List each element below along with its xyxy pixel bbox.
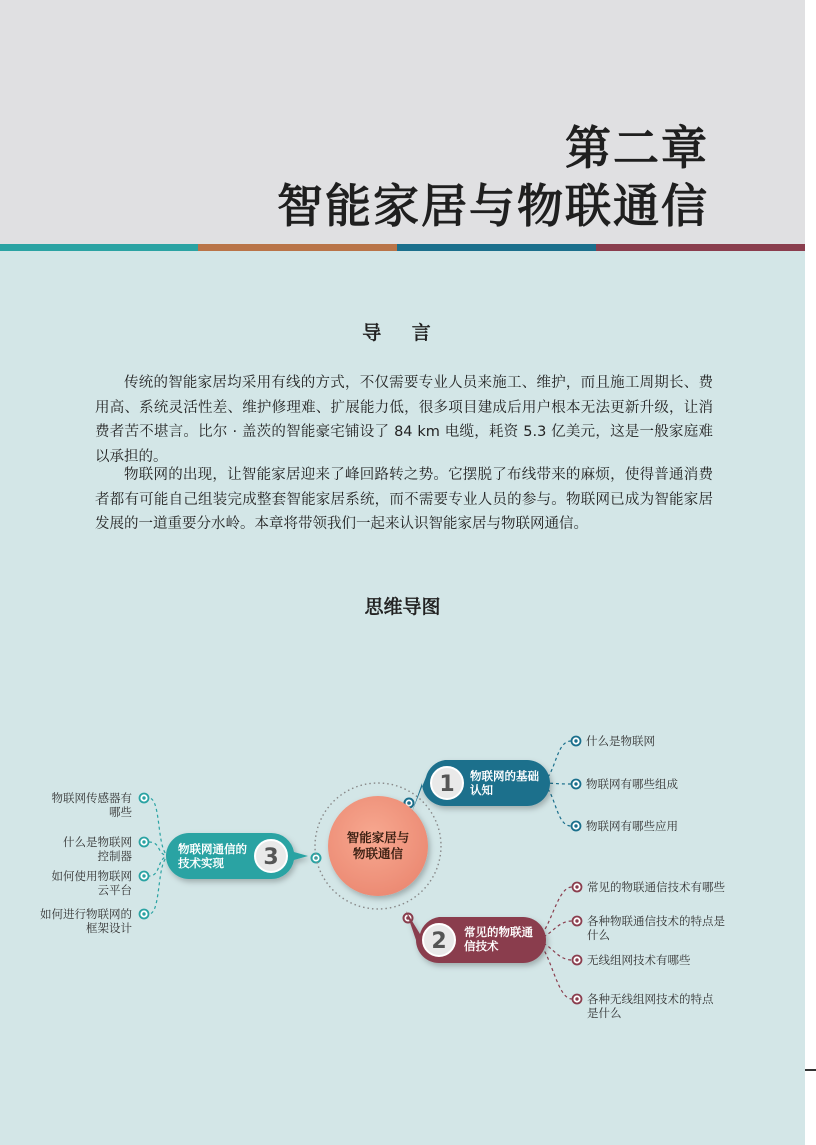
center-node <box>328 796 428 896</box>
branch-1-leaf-2: 物联网有哪些组成 <box>586 779 678 791</box>
branch-3-label: 物联网通信的技术实现 <box>178 844 247 870</box>
intro-paragraph-2: 物联网的出现，让智能家居迎来了峰回路转之势。它摆脱了布线带来的麻烦，使得普通消费者都有可能自己组装完成整套智能家居系统，而不需要专业人员的参与。物联网已成为智能家居发展的一道重要分水岭。本章将带领我们一起来认识智能家居与物联网通信。 <box>95 467 713 532</box>
branch-3-leaf-3: 如何使用物联网云平台 <box>51 871 132 897</box>
chapter-title: 智能家居与物联通信 <box>277 179 709 233</box>
branch-2-leaf-2: 各种物联通信技术的特点是什么 <box>587 916 725 942</box>
mindmap-heading: 思维导图 <box>364 596 441 618</box>
branch-1-leaf-3: 物联网有哪些应用 <box>586 821 678 833</box>
page-edge-rule <box>805 1069 816 1071</box>
center-node-label: 智能家居与物联通信 <box>346 831 410 861</box>
intro-heading: 导 言 <box>362 322 443 344</box>
branch-2-number: 2 <box>431 929 447 954</box>
branch-2-label: 常见的物联通信技术 <box>464 927 533 953</box>
branch-2-leaf-3: 无线组网技术有哪些 <box>587 955 691 967</box>
branch-2-leaf-1: 常见的物联通信技术有哪些 <box>587 882 725 894</box>
branch-3-leaf-1: 物联网传感器有哪些 <box>51 793 132 819</box>
branch-3-leaf-4: 如何进行物联网的框架设计 <box>40 909 132 935</box>
branch-3-leaf-connector <box>149 798 170 856</box>
branch-1-number: 1 <box>439 772 455 797</box>
branch-3-number: 3 <box>263 845 279 870</box>
branch-2-leaf-4: 各种无线组网技术的特点是什么 <box>587 994 714 1020</box>
branch-3-leaf-2: 什么是物联网控制器 <box>63 837 132 863</box>
chapter-number: 第二章 <box>565 121 709 175</box>
branch-1-label: 物联网的基础认知 <box>470 771 539 797</box>
intro-paragraph-1: 传统的智能家居均采用有线的方式，不仅需要专业人员来施工、维护，而且施工周期长、费用高、系统灵活性差、维护修理难、扩展能力低，很多项目建成后用户根本无法更新升级，让消费者苦不堪言。比尔 · 盖茨的智能豪宅铺设了 84 km 电缆，耗资 5.3 亿美元，这是一般家庭难以承担的。 <box>95 375 713 465</box>
branch-1-leaf-1: 什么是物联网 <box>586 736 655 748</box>
